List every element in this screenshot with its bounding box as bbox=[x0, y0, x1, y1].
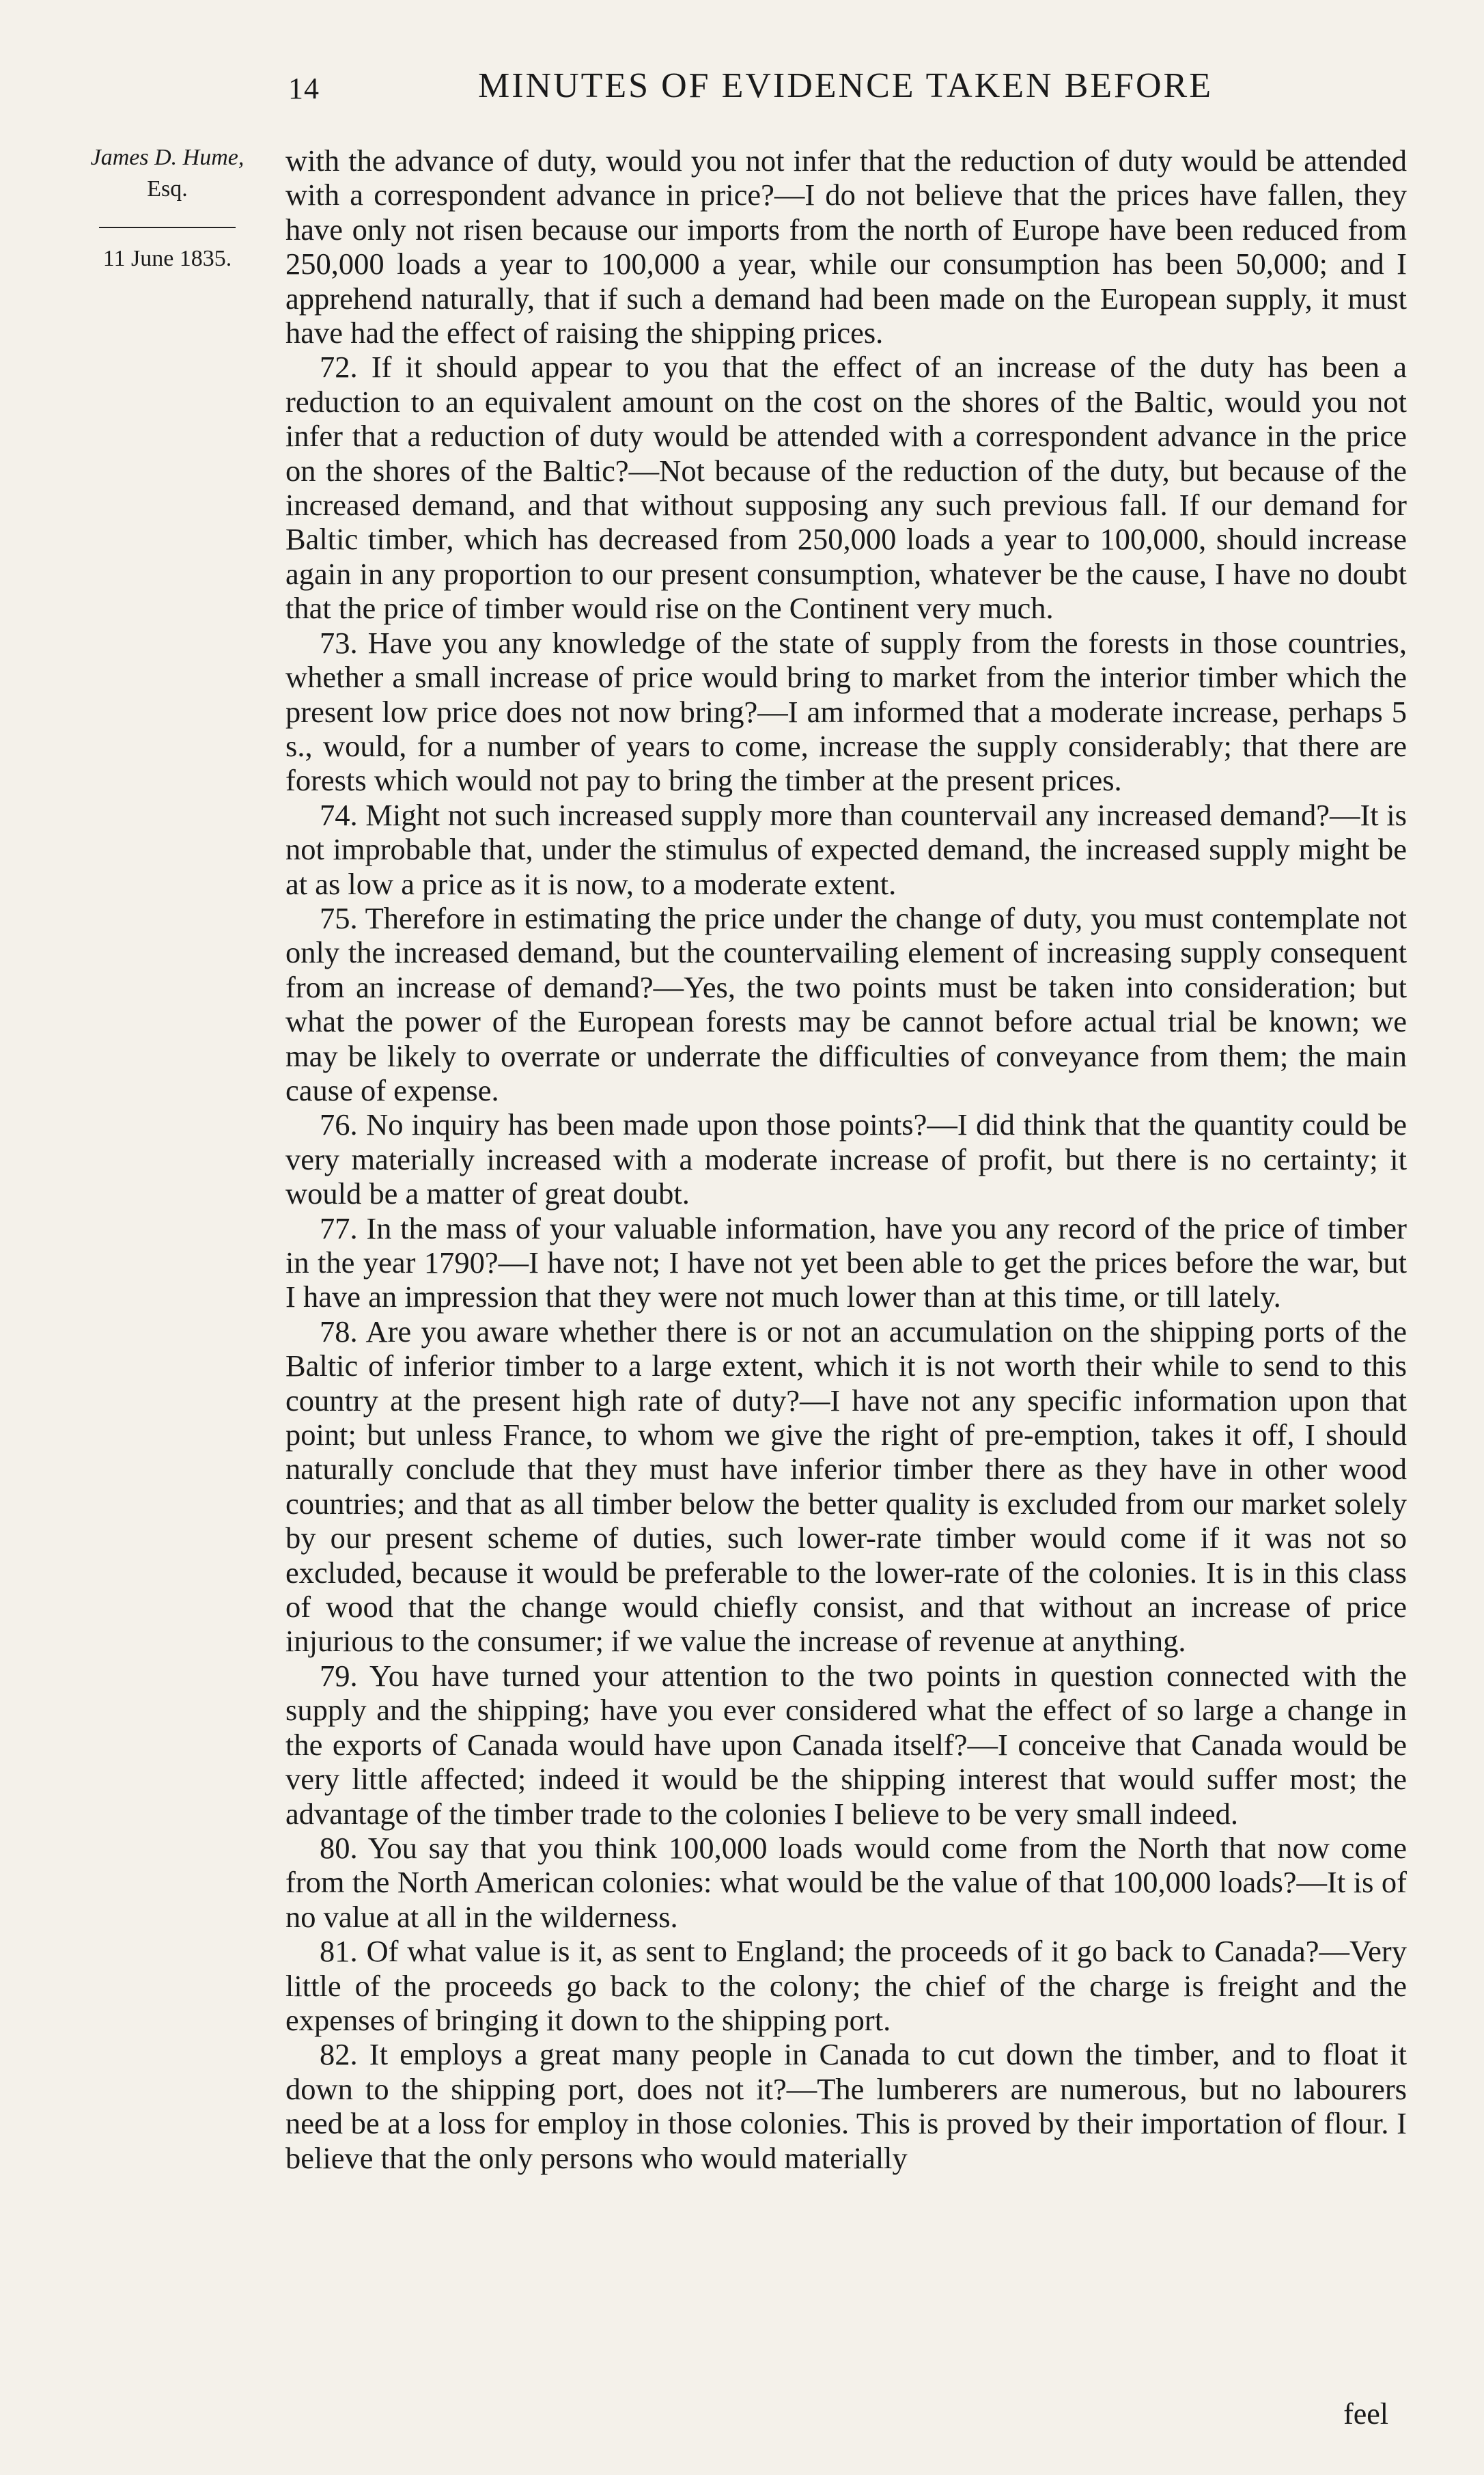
question-76: 76. No inquiry has been made upon those points?—I did think that the quantity could be very materially increased with a moderate increase of profit, but there is no certainty; it would be a matter of great doubt. bbox=[285, 1107, 1407, 1211]
question-79: 79. You have turned your attention to the two points in question connected with the supply and the shipping; have you ever considered what the effect of so large a change in the exports of Canada would have upon Canada itself?—I conceive that Canada would be very little affected; indeed it would be the shipping interest that would suffer most; the advantage of the timber trade to the colonies I believe to be very small indeed. bbox=[285, 1658, 1407, 1831]
witness-name: James D. Hume, bbox=[90, 145, 244, 170]
running-title: MINUTES OF EVIDENCE TAKEN BEFORE bbox=[478, 66, 1213, 105]
page-header bbox=[0, 66, 1484, 113]
marginal-rule bbox=[99, 227, 236, 228]
witness-suffix: Esq. bbox=[147, 176, 188, 202]
question-82: 82. It employs a great many people in Canada to cut down the timber, and to float it down to the shipping port, does not it?—The lumberers are numerous, but no labourers need be at a loss for employ in those colonies. This is proved by their importation of flour. I believe that the only persons who would materially bbox=[285, 2037, 1407, 2175]
question-75: 75. Therefore in estimating the price under the change of duty, you must contemplate not only the increased demand, but the countervailing element of increasing supply consequent from an increase of demand?—Yes, the two points must be taken into consideration; but what the power of the European forests may be cannot before actual trial be known; we may be likely to overrate or underrate the difficulties of conveyance from them; the main cause of expense. bbox=[285, 900, 1407, 1107]
paragraph-continuation: with the advance of duty, would you not infer that the reduction of duty would be attended with a correspondent advance in price?—I do not believe that the prices have fallen, they have only not risen because our imports from the north of Europe have been reduced from 250,000 loads a year to 100,000 a year, while our consumption has been 50,000; and I apprehend naturally, that if such a demand had been made on the European supply, it must have had the effect of raising the shipping prices. bbox=[285, 143, 1407, 350]
question-78: 78. Are you aware whether there is or not an accumulation on the shipping ports of the Baltic of inferior timber to a large extent, which it is not worth their while to send to this country at the present high rate of duty?—I have not any specific information upon that point; but unless France, to whom we give the right of pre-emption, takes it off, I should naturally conclude that they must have inferior timber there as they have in other wood countries; and that as all timber below the better quality is excluded from our market solely by our present scheme of duties, such lower-rate timber would come if it was not so excluded, because it would be preferable to the lower-rate of the colonies. It is in this class of wood that the change would chiefly consist, and that without an increase of price injurious to the consumer; if we value the increase of revenue at anything. bbox=[285, 1314, 1407, 1659]
marginal-note bbox=[68, 142, 266, 275]
question-77: 77. In the mass of your valuable information, have you any record of the price of timber in the year 1790?—I have not; I have not yet been able to get the prices before the war, but I have an impression that they were not much lower than at this time, or till lately. bbox=[285, 1211, 1407, 1314]
evidence-text bbox=[285, 143, 1407, 2175]
evidence-date: 11 June 1835. bbox=[102, 246, 232, 271]
catchword: feel bbox=[1343, 2397, 1388, 2431]
question-73: 73. Have you any knowledge of the state of supply from the forests in those countries, whether a small increase of price would bring to market from the interior timber which the present low price does not now bring?—I am informed that a moderate increase, perhaps 5 s., would, for a number of years to come, increase the supply considerably; that there are forests which would not pay to bring the timber at the present prices. bbox=[285, 625, 1407, 798]
question-81: 81. Of what value is it, as sent to England; the proceeds of it go back to Canada?—Very little of the proceeds go back to the colony; the chief of the charge is freight and the expenses of bringing it down to the shipping port. bbox=[285, 1934, 1407, 2037]
question-80: 80. You say that you think 100,000 loads would come from the North that now come from the North American colonies: what would be the value of that 100,000 loads?—It is of no value at all in the wilderness. bbox=[285, 1830, 1407, 1934]
page-number: 14 bbox=[288, 72, 320, 105]
question-74: 74. Might not such increased supply more than countervail any increased demand?—It is not improbable that, under the stimulus of expected demand, the increased supply might be at as low a price as it is now, to a moderate extent. bbox=[285, 797, 1407, 901]
question-72: 72. If it should appear to you that the effect of an increase of the duty has been a reduction to an equivalent amount on the cost on the shores of the Baltic, would you not infer that a reduction of duty would be attended with a correspondent advance in the price on the shores of the Baltic?—Not because of the reduction of the duty, but because of the increased demand, and that without supposing any such previous fall. If our demand for Baltic timber, which has decreased from 250,000 loads a year to 100,000, should increase again in any proportion to our present consumption, whatever be the cause, I have no doubt that the price of timber would rise on the Continent very much. bbox=[285, 350, 1407, 626]
